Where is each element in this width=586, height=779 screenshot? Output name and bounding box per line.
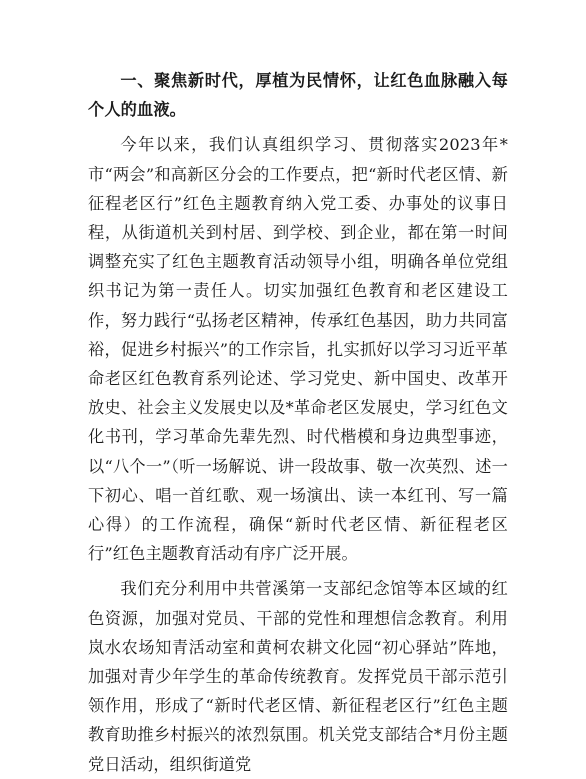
body-paragraph-1: 今年以来，我们认真组织学习、贯彻落实2023年*市“两会”和高新区分会的工作要点，把“新时代老区情、新征程老区行”红色主题教育纳入党工委、办事处的议事日程，从街道机关到村居、到学校、到企业，都在第一时间调整充实了红色主题教育活动领导小组，明确各单位党组织书记为第一责任人。切实加强红色教育和老区建设工作，努力践行“弘扬老区精神，传承红色基因，助力共同富裕，促进乡村振兴”的工作宗旨，扎实抓好以学习习近平革命老区红色教育系列论述、学习党史、新中国史、改革开放史、社会主义发展史以及*革命老区发展史，学习红色文化书刊，学习革命先辈先烈、时代楷模和身边典型事迹，以“八个一”（听一场解说、讲一段故事、敬一次英烈、述一下初心、唱一首红歌、观一场演出、读一本红刊、写一篇心得）的工作流程，确保“新时代老区情、新征程老区行”红色主题教育活动有序广泛开展。 (88, 135, 508, 564)
body-paragraph-2: 我们充分利用中共菅溪第一支部纪念馆等本区域的红色资源，加强对党员、干部的党性和理想信念教育。利用岚水农场知青活动室和黄柯农耕文化园“初心驿站”阵地，加强对青少年学生的革命传统教育。发挥党员干部示范引领作用，形成了“新时代老区情、新征程老区行”红色主题教育助推乡村振兴的浓烈氛围。机关党支部结合*月份主题党日活动，组织街道党 (88, 579, 508, 774)
document-body (88, 66, 508, 779)
section-heading: 一、聚焦新时代，厚植为民情怀，让红色血脉融入每个人的血液。 (88, 71, 508, 120)
